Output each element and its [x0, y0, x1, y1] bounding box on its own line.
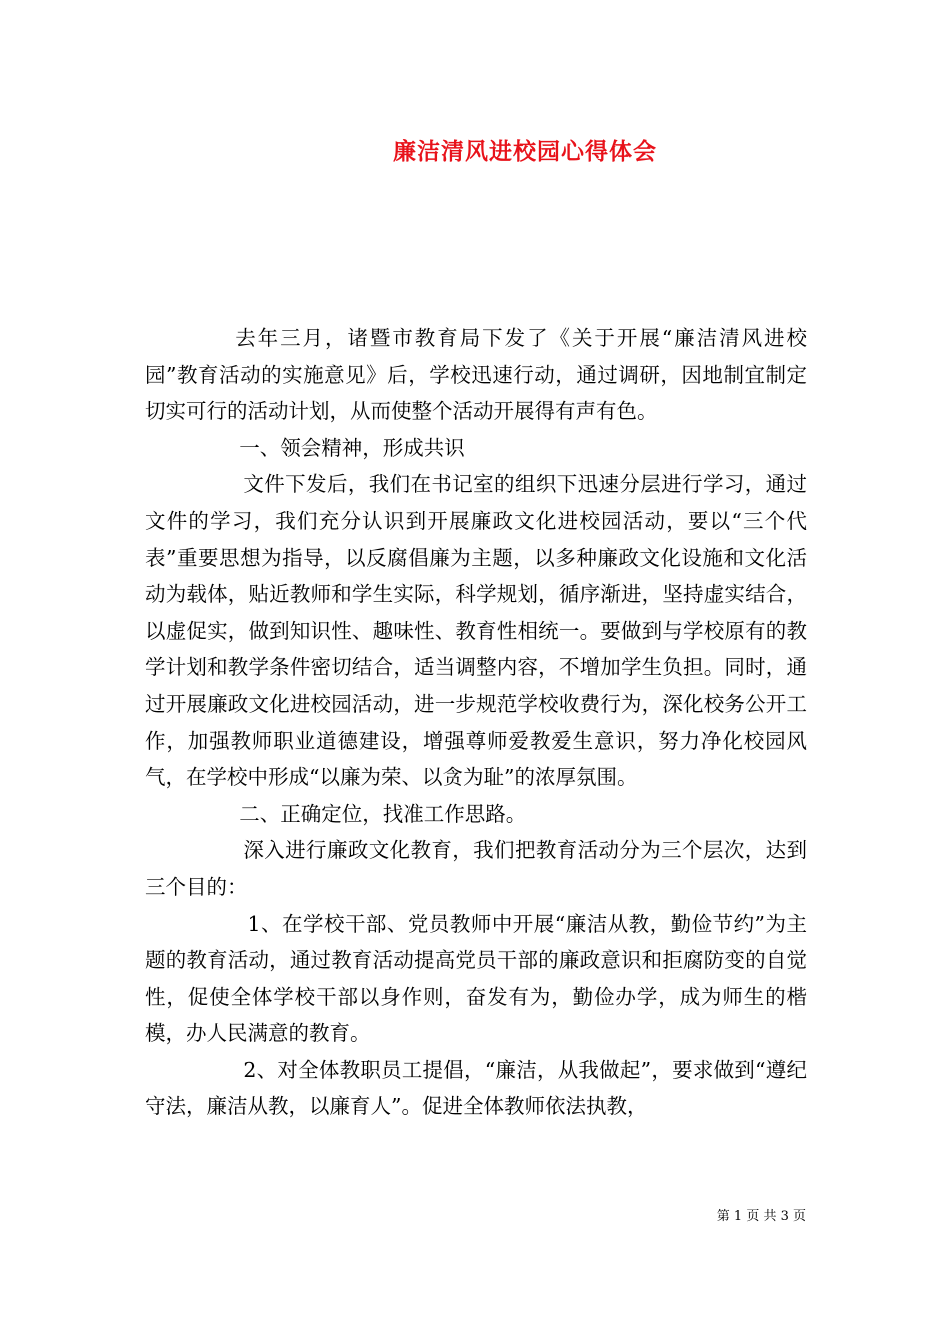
paragraph-section-2: 深入进行廉政文化教育，我们把教育活动分为三个层次，达到三个目的：: [145, 838, 807, 899]
section-heading-2: 二、正确定位，找准工作思路。: [239, 801, 527, 826]
document-body: [145, 320, 807, 1125]
page-number-footer: 第 1 页 共 3 页: [716, 1209, 806, 1224]
document-title: 廉洁清风进校园心得体会: [393, 138, 657, 165]
paragraph-section-1: 文件下发后，我们在书记室的组织下迅速分层进行学习，通过文件的学习，我们充分认识到开展廉政文化进校园活动，要以“三个代表”重要思想为指导，以反腐倡廉为主题，以多种廉政文化设施和文化活动为载体，贴近教师和学生实际，科学规划，循序渐进，坚持虚实结合，以虚促实，做到知识性、趣味性、教育性相统一。要做到与学校原有的教学计划和教学条件密切结合，适当调整内容，不增加学生负担。同时，通过开展廉政文化进校园活动，进一步规范学校收费行为，深化校务公开工作，加强教师职业道德建设，增强尊师爱教爱生意识，努力净化校园风气，在学校中形成“以廉为荣、以贪为耻”的浓厚氛围。: [145, 472, 807, 790]
paragraph-intro: 去年三月，诸暨市教育局下发了《关于开展“廉洁清风进校园”教育活动的实施意见》后，学校迅速行动，通过调研，因地制宜制定切实可行的活动计划，从而使整个活动开展得有声有色。: [145, 326, 807, 424]
list-item-2: 2、对全体教职员工提倡，“廉洁，从我做起”，要求做到“遵纪守法，廉洁从教，以廉育人”。促进全体教师依法执教，: [145, 1057, 807, 1119]
list-item-1: 1、在学校干部、党员教师中开展“廉洁从教，勤俭节约”为主题的教育活动，通过教育活动提高党员干部的廉政意识和拒腐防变的自觉性，促使全体学校干部以身作则，奋发有为，勤俭办学，成为师生的楷模，办人民满意的教育。: [145, 911, 807, 1046]
section-heading-1: 一、领会精神，形成共识: [239, 435, 465, 460]
